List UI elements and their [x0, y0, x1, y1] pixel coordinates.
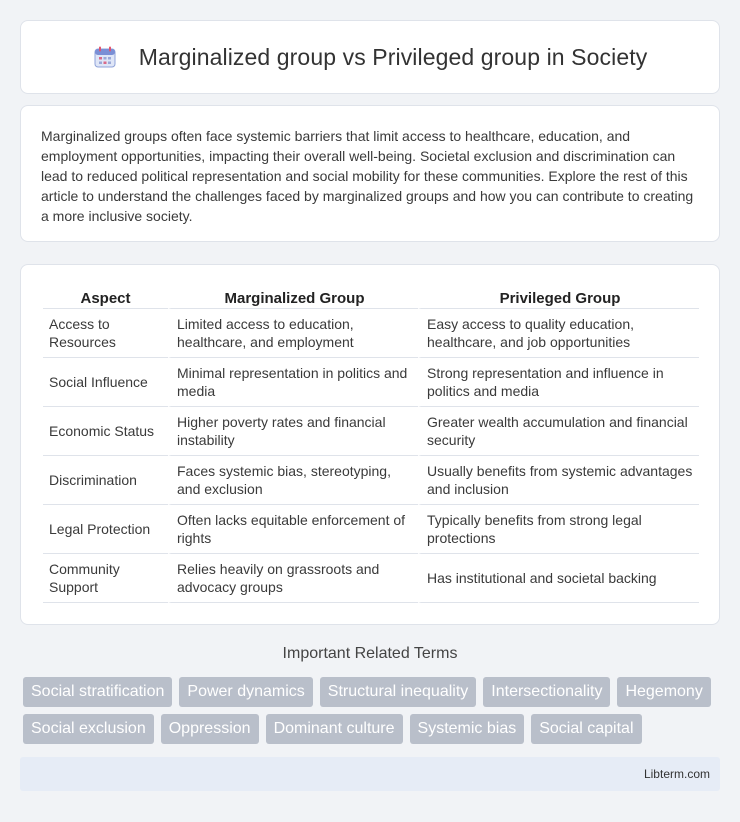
- tag-systemic-bias[interactable]: Systemic bias: [410, 714, 525, 744]
- table-cell: Legal Protection: [43, 505, 168, 554]
- intro-text: Marginalized groups often face systemic barriers that limit access to healthcare, education, and employment opportunities, impacting their overall well-being. Societal exclusion and discrimination can lead to reduced political representation and social mobility for these communities. Explore the rest of this article to understand the challenges faced by marginalized groups and how you can contribute to creating a more inclusive society.: [41, 128, 694, 224]
- tag-oppression[interactable]: Oppression: [161, 714, 259, 744]
- table-cell: Relies heavily on grassroots and advocacy groups: [168, 554, 418, 603]
- column-header-marginalized: Marginalized Group: [168, 283, 418, 309]
- header-card: [20, 20, 720, 94]
- comparison-table-card: [20, 264, 720, 625]
- table-cell: Easy access to quality education, healthcare, and job opportunities: [418, 309, 699, 358]
- tag-social-capital[interactable]: Social capital: [531, 714, 641, 744]
- table-cell: Strong representation and influence in politics and media: [418, 358, 699, 407]
- table-row: [43, 456, 699, 505]
- calendar-icon: [93, 45, 117, 69]
- table-cell: Usually benefits from systemic advantages and inclusion: [418, 456, 699, 505]
- tag-power-dynamics[interactable]: Power dynamics: [179, 677, 312, 707]
- related-terms-title: Important Related Terms: [282, 645, 458, 662]
- comparison-table: [43, 283, 699, 603]
- tag-structural-inequality[interactable]: Structural inequality: [320, 677, 477, 707]
- column-header-aspect: Aspect: [43, 283, 168, 309]
- column-header-privileged: Privileged Group: [418, 283, 699, 309]
- table-cell: Access to Resources: [43, 309, 168, 358]
- table-row: [43, 505, 699, 554]
- table-row: [43, 554, 699, 603]
- table-cell: Higher poverty rates and financial instability: [168, 407, 418, 456]
- page-title: Marginalized group vs Privileged group in Society: [138, 43, 648, 70]
- tag-social-stratification[interactable]: Social stratification: [23, 677, 172, 707]
- footer: [20, 757, 720, 791]
- tag-social-exclusion[interactable]: Social exclusion: [23, 714, 154, 744]
- table-cell: Economic Status: [43, 407, 168, 456]
- table-cell: Discrimination: [43, 456, 168, 505]
- table-row: [43, 309, 699, 358]
- table-cell: Faces systemic bias, stereotyping, and exclusion: [168, 456, 418, 505]
- footer-site-link[interactable]: Libterm.com: [643, 767, 710, 781]
- table-row: [43, 407, 699, 456]
- table-header-row: [43, 283, 699, 309]
- table-cell: Minimal representation in politics and media: [168, 358, 418, 407]
- related-terms-tags: [23, 677, 723, 744]
- tag-intersectionality[interactable]: Intersectionality: [483, 677, 610, 707]
- table-cell: Has institutional and societal backing: [418, 554, 699, 603]
- table-cell: Social Influence: [43, 358, 168, 407]
- table-cell: Greater wealth accumulation and financial security: [418, 407, 699, 456]
- table-cell: Community Support: [43, 554, 168, 603]
- table-cell: Limited access to education, healthcare, and employment: [168, 309, 418, 358]
- tag-dominant-culture[interactable]: Dominant culture: [266, 714, 403, 744]
- tag-hegemony[interactable]: Hegemony: [617, 677, 710, 707]
- intro-card: [20, 105, 720, 242]
- table-row: [43, 358, 699, 407]
- table-cell: Often lacks equitable enforcement of rights: [168, 505, 418, 554]
- table-cell: Typically benefits from strong legal protections: [418, 505, 699, 554]
